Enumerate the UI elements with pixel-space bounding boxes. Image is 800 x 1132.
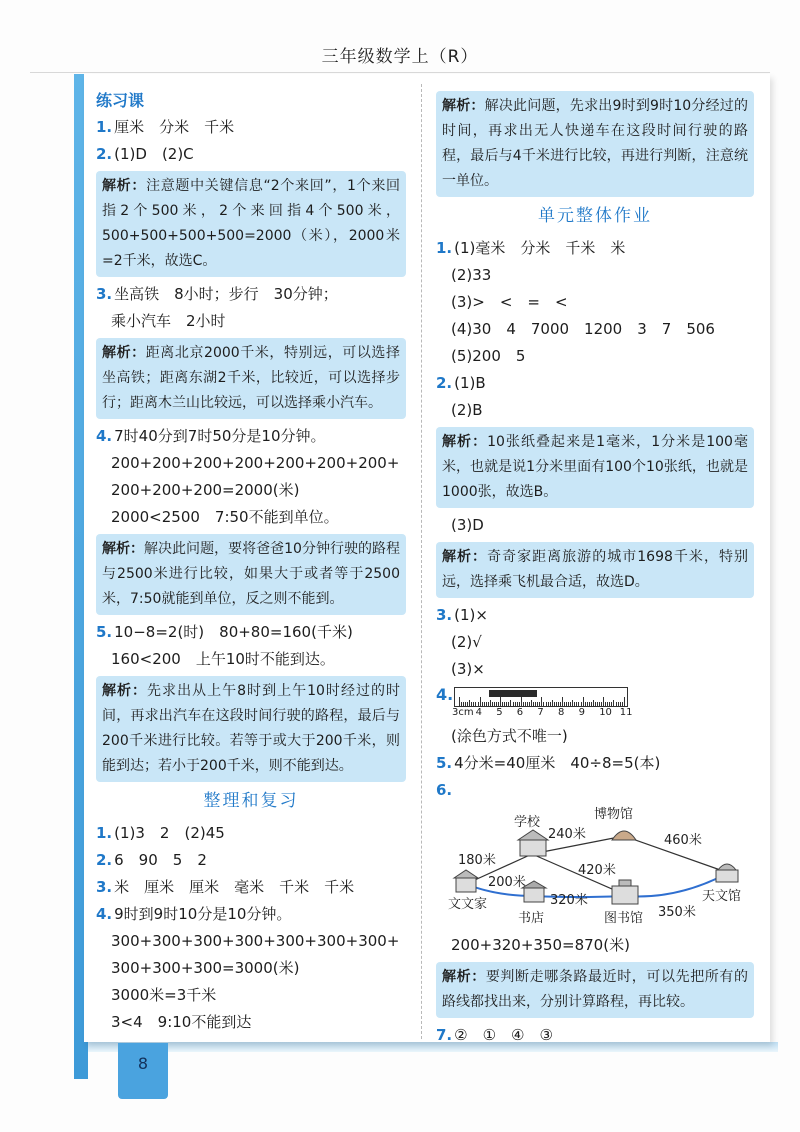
question-number: 3. [96, 878, 113, 896]
ruler-tick [461, 702, 462, 706]
review-answer-4-line4: 3000米=3千米 [111, 986, 217, 1004]
answer-text: (1)毫米 分米 千米 米 [454, 239, 626, 257]
question-number: 4. [436, 685, 454, 704]
distance-bookstore-library: 320米 [550, 893, 588, 908]
explanation-5 [96, 676, 406, 782]
ruler-tick [589, 702, 590, 706]
question-number: 4. [96, 427, 113, 445]
question-number: 4. [96, 905, 113, 923]
answer-text: 4分米=40厘米 40÷8=5(本) [454, 754, 661, 772]
unit-answer-3-2: (2)√ [451, 633, 482, 651]
ruler-tick [513, 702, 514, 706]
ruler-tick [613, 700, 614, 706]
unit-answer-6-result: 200+320+350=870(米) [451, 936, 630, 954]
ruler-tick [482, 702, 483, 706]
distance-library-observatory: 350米 [658, 905, 696, 920]
explanation-tag: 解析： [102, 178, 147, 194]
question-number: 2. [96, 145, 113, 163]
answer-4-line2: 200+200+200+200+200+200+200+ [111, 454, 400, 472]
explanation-tag: 解析： [442, 549, 488, 565]
route-map-svg [436, 804, 754, 932]
ruler-tick [502, 702, 503, 706]
ruler-tick [529, 702, 530, 706]
ruler-tick [478, 702, 479, 706]
ruler-tick [490, 700, 491, 706]
ruler-tick [572, 700, 573, 706]
unit-answer-1-2: (2)33 [451, 266, 492, 284]
ruler-tick [576, 702, 577, 706]
ruler-tick [465, 702, 466, 706]
library-building-icon [612, 880, 638, 904]
ruler-tick [585, 702, 586, 706]
answer-text: (1)3 2 (2)45 [114, 824, 225, 842]
ruler-tick [486, 702, 487, 706]
ruler-label: 4 [475, 707, 482, 718]
unit-answer-4 [436, 683, 754, 723]
museum-building-icon [612, 831, 636, 840]
ruler-tick [480, 697, 481, 706]
section-title-practice: 练习课 [96, 91, 145, 110]
explanation-text: 先求出从上午8时到上午10时经过的时间，再求出汽车在这段时间行驶的路程，最后与200千米进行比较。若等于或大于200千米，则能到达；若小于200千米，则不能到达。 [102, 683, 400, 774]
unit-answer-7 [436, 1022, 754, 1049]
distance-school-library: 420米 [578, 863, 616, 878]
question-number: 5. [436, 754, 453, 772]
review-answer-4-line2: 300+300+300+300+300+300+300+ [111, 932, 400, 950]
answer-text: 10−8=2(时) 80+80=160(千米) [114, 623, 353, 641]
school-building-icon [518, 830, 548, 856]
answer-text: 坐高铁 8小时；步行 30分钟； [114, 285, 338, 303]
ruler-tick [570, 702, 571, 706]
answer-1 [96, 114, 406, 141]
ruler-shaded-segment [489, 690, 537, 697]
ruler-tick [521, 697, 522, 706]
question-number: 1. [96, 824, 113, 842]
unit-answer-5 [436, 750, 754, 777]
ruler-tick [581, 702, 582, 706]
ruler-tick [471, 702, 472, 706]
ruler-tick [506, 702, 507, 706]
answer-5-line2: 160<200 上午10时不能到达。 [111, 650, 335, 668]
ruler-tick [618, 702, 619, 706]
ruler-tick [548, 702, 549, 706]
ruler-tick [535, 702, 536, 706]
explanation-text: 奇奇家距离旅游的城市1698千米，特别远，选择乘飞机最合适，故选D。 [442, 549, 748, 590]
explanation-2 [96, 171, 406, 277]
header-rule [30, 72, 770, 73]
explanation-text: 距离北京2000千米，特别远，可以选择坐高铁；距离东湖2千米，比较近，可以选择步行；距离木兰山比较远，可以选择乘小汽车。 [102, 345, 400, 411]
ruler-tick [593, 700, 594, 706]
ruler-tick [467, 702, 468, 706]
unit-answer-2-3: (3)D [451, 516, 484, 534]
place-school: 学校 [514, 815, 541, 830]
ruler-tick [603, 697, 604, 706]
ruler-tick [500, 697, 501, 706]
explanation-tag: 解析： [102, 541, 145, 557]
place-bookstore: 书店 [518, 911, 545, 926]
ruler-tick [496, 702, 497, 706]
page-header-title: 三年级数学上（R） [321, 47, 479, 67]
ruler-tick [616, 702, 617, 706]
question-number: 1. [436, 239, 453, 257]
ruler-tick [620, 702, 621, 706]
explanation-text: 解决此问题，要将爸爸10分钟行驶的路程与2500米进行比较，如果大于或者等于2500米，7:50就能到单位，反之则不能到。 [102, 541, 400, 607]
review-answer-3 [96, 874, 406, 901]
ruler-tick [552, 700, 553, 706]
ruler-tick [473, 702, 474, 706]
ruler-tick [475, 702, 476, 706]
place-library: 图书馆 [604, 911, 644, 926]
ruler-tick [611, 702, 612, 706]
ruler-label: 8 [557, 707, 565, 718]
ruler-tick [622, 702, 623, 706]
review-answer-4-line3: 300+300+300=3000(米) [111, 959, 300, 977]
ruler-tick [541, 697, 542, 706]
answer-4-line4: 2000<2500 7:50不能到单位。 [111, 508, 339, 526]
ruler-tick [583, 697, 584, 706]
ruler-label: 6 [516, 707, 524, 718]
ruler-tick [459, 697, 460, 706]
answer-text: 厘米 分米 千米 [114, 118, 235, 136]
ruler-tick [508, 702, 509, 706]
answer-5 [96, 619, 406, 646]
answer-3 [96, 281, 406, 308]
ruler-tick [591, 702, 592, 706]
unit-answer-2 [436, 370, 754, 397]
column-divider [421, 84, 422, 1039]
question-number: 2. [436, 374, 453, 392]
ruler-tick [539, 702, 540, 706]
left-column [96, 88, 406, 1036]
answer-3-line2: 乘小汽车 2小时 [111, 312, 226, 330]
ruler-tick [599, 702, 600, 706]
explanation-unit-6 [436, 962, 754, 1018]
explanation-unit-2-3 [436, 542, 754, 598]
ruler-tick [488, 702, 489, 706]
ruler-tick [560, 702, 561, 706]
distance-school-museum: 240米 [548, 827, 586, 842]
answer-text: (1)× [454, 606, 488, 624]
review-answer-1 [96, 820, 406, 847]
review-answer-2 [96, 847, 406, 874]
ruler-tick [504, 702, 505, 706]
ruler-tick [519, 702, 520, 706]
explanation-text: 要判断走哪条路最近时，可以先把所有的路线都找出来，分别计算路程，再比较。 [442, 969, 749, 1010]
ruler-tick [558, 702, 559, 706]
answer-text: 6 90 5 2 [114, 851, 207, 869]
ruler-tick [469, 700, 470, 706]
ruler-tick [515, 702, 516, 706]
ruler-label: 7 [537, 707, 544, 718]
observatory-building-icon [716, 864, 738, 882]
ruler-tick [537, 702, 538, 706]
question-number: 2. [96, 851, 113, 869]
ruler-tick [562, 697, 563, 706]
unit-answer-2-2: (2)B [451, 401, 483, 419]
ruler-tick [605, 702, 606, 706]
explanation-4 [96, 534, 406, 615]
ruler-tick [527, 702, 528, 706]
ruler-tick [510, 700, 511, 706]
ruler-label: 10 [599, 707, 612, 718]
explanation-tag: 解析： [102, 345, 146, 361]
ruler-tick [554, 702, 555, 706]
unit-answer-1-4: (4)30 4 7000 1200 3 7 506 [451, 320, 715, 338]
ruler-tick [624, 697, 625, 706]
ruler-tick [543, 702, 544, 706]
place-home: 文文家 [448, 897, 488, 912]
answer-text: (1)D (2)C [114, 145, 194, 163]
place-museum: 博物馆 [594, 807, 634, 822]
ruler-tick [492, 702, 493, 706]
explanation-text: 解决此问题，先求出9时到9时10分经过的时间，再求出无人快递车在这段时间行驶的路程，最后与4千米进行比较，再进行判断，注意统一单位。 [442, 98, 748, 189]
unit-answer-3 [436, 602, 754, 629]
ruler-tick [574, 702, 575, 706]
distance-museum-observatory: 460米 [664, 833, 702, 848]
ruler-label: 3cm [452, 707, 474, 718]
ruler-tick [597, 702, 598, 706]
unit-answer-1 [436, 235, 754, 262]
answer-text: (1)B [454, 374, 486, 392]
answer-4-line3: 200+200+200=2000(米) [111, 481, 300, 499]
answer-text: 9时到9时10分是10分钟。 [114, 905, 292, 923]
explanation-tag: 解析： [102, 683, 148, 699]
ruler-tick [566, 702, 567, 706]
question-number: 7. [436, 1026, 453, 1044]
unit-answer-6 [436, 777, 754, 804]
section-title-review: 整理和复习 [203, 791, 299, 811]
explanation-text: 10张纸叠起来是1毫米，1分米是100毫米，也就是说1分米里面有100个10张纸，也就是1000张，故选B。 [442, 434, 748, 500]
ruler-tick [531, 700, 532, 706]
unit-answer-1-5: (5)200 5 [451, 347, 526, 365]
distance-home-bookstore: 200米 [488, 875, 526, 890]
ruler-tick [525, 702, 526, 706]
explanation-text: 注意题中关键信息“2个来回”，1个来回指2个500米，2个来回指4个500米，500+500+500+500=2000（米），2000米=2千米，故选C。 [102, 178, 401, 269]
ruler-tick [494, 702, 495, 706]
review-answer-4 [96, 901, 406, 928]
answer-text: 米 厘米 厘米 毫米 千米 千米 [114, 878, 355, 896]
ruler-tick [523, 702, 524, 706]
ruler-tick [550, 702, 551, 706]
answer-2 [96, 141, 406, 168]
answer-text: 7时40分到7时50分是10分钟。 [114, 427, 326, 445]
answer-4 [96, 423, 406, 450]
route-map [436, 804, 754, 932]
unit-answer-4-note: (涂色方式不唯一) [451, 727, 568, 745]
ruler-tick [595, 702, 596, 706]
right-column [436, 88, 754, 1049]
unit-answer-1-3: (3)> < = < [451, 293, 568, 311]
ruler-label: 9 [578, 707, 585, 718]
place-observatory: 天文馆 [702, 889, 742, 904]
explanation-3 [96, 338, 406, 419]
explanation-tag: 解析： [442, 969, 486, 985]
question-number: 3. [436, 606, 453, 624]
explanation-tag: 解析： [442, 434, 488, 450]
page-number: 8 [137, 1054, 149, 1073]
question-number: 3. [96, 285, 113, 303]
ruler-tick [533, 702, 534, 706]
explanation-tag: 解析： [442, 98, 485, 114]
ruler-tick [564, 702, 565, 706]
question-number: 6. [436, 781, 453, 799]
answer-text: ② ① ④ ③ [454, 1026, 553, 1044]
ruler-tick [556, 702, 557, 706]
explanation-unit-2-2 [436, 427, 754, 508]
unit-answer-3-3: (3)× [451, 660, 485, 678]
ruler-tick [609, 702, 610, 706]
ruler-tick [607, 702, 608, 706]
ruler-tick [463, 702, 464, 706]
ruler-tick [546, 702, 547, 706]
ruler-tick [578, 702, 579, 706]
distance-home-school: 180米 [458, 853, 496, 868]
explanation-review-4 [436, 91, 754, 197]
ruler-figure [454, 687, 628, 707]
ruler-label: 5 [496, 707, 503, 718]
ruler-tick [498, 702, 499, 706]
review-answer-4-line5: 3<4 9:10不能到达 [111, 1013, 252, 1031]
section-title-unit-homework: 单元整体作业 [538, 206, 652, 226]
question-number: 5. [96, 623, 113, 641]
ruler-tick [587, 702, 588, 706]
question-number: 1. [96, 118, 113, 136]
ruler-tick [517, 702, 518, 706]
ruler-tick [568, 702, 569, 706]
ruler-tick [484, 702, 485, 706]
ruler-tick [601, 702, 602, 706]
ruler-label: 11 [619, 707, 633, 718]
home-building-icon [454, 870, 478, 892]
